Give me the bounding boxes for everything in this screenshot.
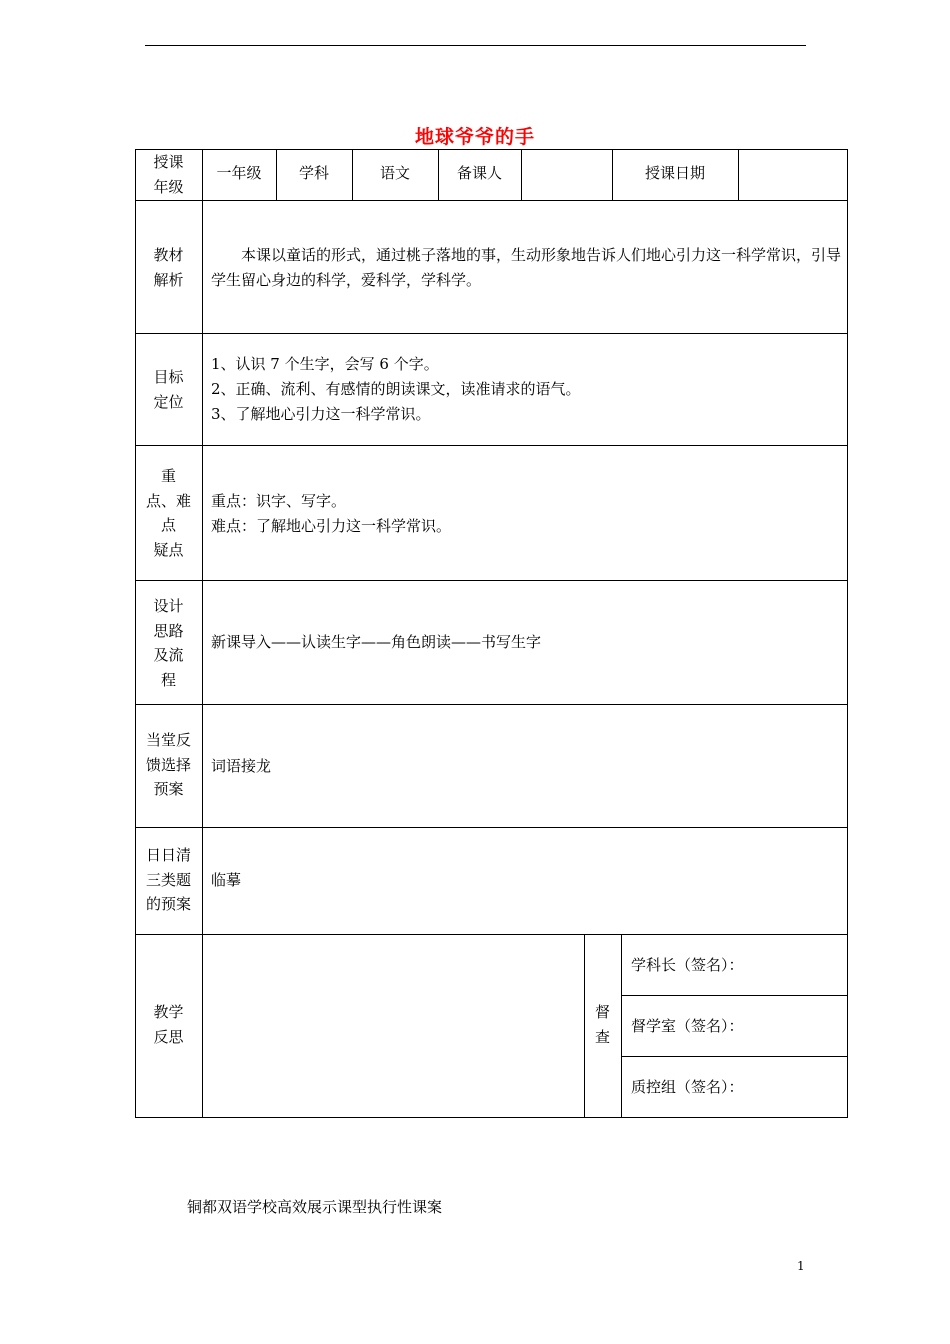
design-text: 新课导入——认读生字——角色朗读——书写生字 xyxy=(211,633,542,651)
preparer-label: 备课人 xyxy=(456,164,502,182)
reflection-label: 教学 反思 xyxy=(153,1003,184,1046)
goal-line-2: 2、正确、流利、有感情的朗读课文，读准请求的语气。 xyxy=(211,380,581,398)
keypoint-line-1: 重点：识字、写字。 xyxy=(211,492,347,510)
header-rule xyxy=(145,45,806,46)
signature-quality-control: 质控组（签名）： xyxy=(631,1078,744,1096)
keypoint-line-2: 难点：了解地心引力这一科学常识。 xyxy=(211,517,452,535)
signature-supervision-office: 督学室（签名）： xyxy=(631,1017,744,1035)
signature-subject-head: 学科长（签名）： xyxy=(631,956,744,974)
feedback-label: 当堂反 馈选择 预案 xyxy=(145,731,191,798)
feedback-text: 词语接龙 xyxy=(211,757,272,775)
footer-school: 铜都双语学校高效展示课型执行性课案 xyxy=(187,1198,443,1216)
goal-line-1: 1、认识 7 个生字，会写 6 个字。 xyxy=(211,355,439,373)
grade-value: 一年级 xyxy=(216,164,262,182)
supervise-label: 督 查 xyxy=(594,1003,610,1046)
page-title: 地球爷爷的手 xyxy=(414,126,535,148)
daily-label: 日日清 三类题 的预案 xyxy=(145,846,191,913)
daily-text: 临摹 xyxy=(211,871,242,889)
material-text: 本课以童话的形式，通过桃子落地的事，生动形象地告诉人们地心引力这一科学常识，引导学生留心身边的科学，爱科学，学科学。 xyxy=(211,246,842,289)
subject-value: 语文 xyxy=(379,164,410,182)
design-label: 设计 思路 及流 程 xyxy=(153,597,184,689)
material-label: 教材 解析 xyxy=(153,246,184,289)
lesson-plan-table xyxy=(135,149,848,1118)
keypoints-label: 重 点、难 点 疑点 xyxy=(145,467,191,559)
page-number: 1 xyxy=(797,1259,805,1273)
goals-label: 目标 定位 xyxy=(153,368,184,411)
subject-label: 学科 xyxy=(298,164,329,182)
date-label: 授课日期 xyxy=(644,164,705,182)
grade-label: 授课 年级 xyxy=(153,153,184,196)
goal-line-3: 3、了解地心引力这一科学常识。 xyxy=(211,405,431,423)
